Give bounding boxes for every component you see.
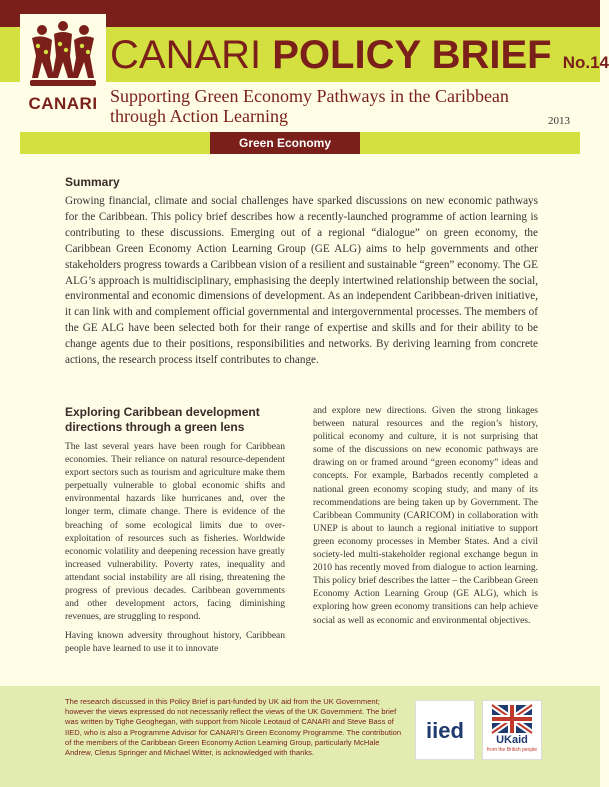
paragraph: and explore new directions. Given the strong linkages between natural resources and the region’s history, political economy and culture, it is not surprising that some of the discussions on new economic pathways are drawing on or framed around “green economy” ideas and concepts. For example, Barbados recently completed a national green economy scoping study, and many of its recommendations are being taken up by Government. The Caribbean Community (CARICOM) in collaboration with UNEP is about to launch a regional initiative to support green economy processes in Member States. And a civil society-led multi-stakeholder regional exchange begun in 2010 has recently moved from dialogue to action learning. This policy brief describes the latter – the Caribbean Green Economy Action Learning Group (GE ALG), which is exploring how green economy transitions can help achieve social as well as economic and environmental objectives. [313, 406, 539, 626]
brief-subtitle: Supporting Green Economy Pathways in the Caribbean through Action Learning [110, 86, 509, 126]
logo-wordmark: CANARI [28, 94, 98, 113]
canari-figures-icon [28, 18, 98, 92]
footer-acknowledgement: The research discussed in this Policy Brief is part-funded by UK aid from the UK Government; however the views expressed do not necessarily reflect the views of the UK Government. The brief was written by Tighe Geoghegan, with support from Nicole Leotaud of CANARI and Steve Bass of IIED, who is also a Programme Advisor for CANARI’s Green Economy Programme. The contribution of the members of the Caribbean Green Economy Action Learning Group, particularly McHale Andrew, Cletus Springer and Michael Witter, is acknowledged with thanks. [65, 697, 402, 758]
header [0, 0, 609, 155]
brief-number: No.14 [562, 53, 609, 72]
left-column [65, 405, 285, 663]
iied-logo [415, 700, 475, 760]
iied-wordmark: iied [426, 718, 464, 743]
section-heading: Exploring Caribbean development directions through a green lens [65, 405, 260, 434]
publication-year: 2013 [548, 115, 570, 127]
summary-heading: Summary [65, 175, 120, 189]
canari-logo [20, 14, 106, 118]
brand-type: POLICY BRIEF [272, 33, 552, 77]
paragraph: Having known adversity throughout history, Caribbean people have learned to use it to innovate [65, 631, 285, 655]
summary-text: Growing financial, climate and social challenges have sparked discussions on new economic pathways for the Caribbean. This policy brief describes how a recently-launched programme of action learning is contributing to these discussions. Emerging out of a regional “dialogue” on green economy, the Caribbean Green Economy Action Learning Group (GE ALG) aims to help governments and other stakeholders progress towards a Caribbean vision of a resilient and sustainable “green” economy. The GE ALG’s approach is multidisciplinary, emphasising the deeply intertwined relationship between the social, environmental and economic dimensions of development. As an independent Caribbean-driven initiative, it can link with and complement official governmental and intergovernmental processes. The members of the GE ALG have been selected both for their range of expertise and skills and for their ability to be change agents due to their positions, responsibilities and networks. By deriving learning from concrete actions, the research process itself contributes to change. [65, 195, 538, 367]
section-label: Green Economy [210, 132, 360, 154]
union-flag-icon [492, 705, 532, 733]
policy-brief-title [110, 33, 609, 85]
brand-org: CANARI [110, 33, 262, 77]
ukaid-logo [482, 700, 542, 760]
paragraph: The last several years have been rough for Caribbean economies. Their reliance on natural resource-dependent export sectors such as tourism and agriculture make them perpetually vulnerable to global economic shifts and environmental hazards like hurricanes and, over the longer term, climate change. There is evidence of the breaching of some ecological limits due to over-exploitation of resources such as fisheries. Worldwide economic volatility and deepening recession have greatly increased vulnerability. Poverty rates, inequality and attendant social instability are all rising, threatening the progress of previous decades. Caribbean governments and other development actors, facing diminishing revenues, are struggling to respond. [65, 442, 285, 623]
ukaid-tagline: from the British people [486, 747, 538, 753]
ukaid-wordmark: UKaid [496, 734, 528, 746]
right-column [313, 405, 538, 634]
